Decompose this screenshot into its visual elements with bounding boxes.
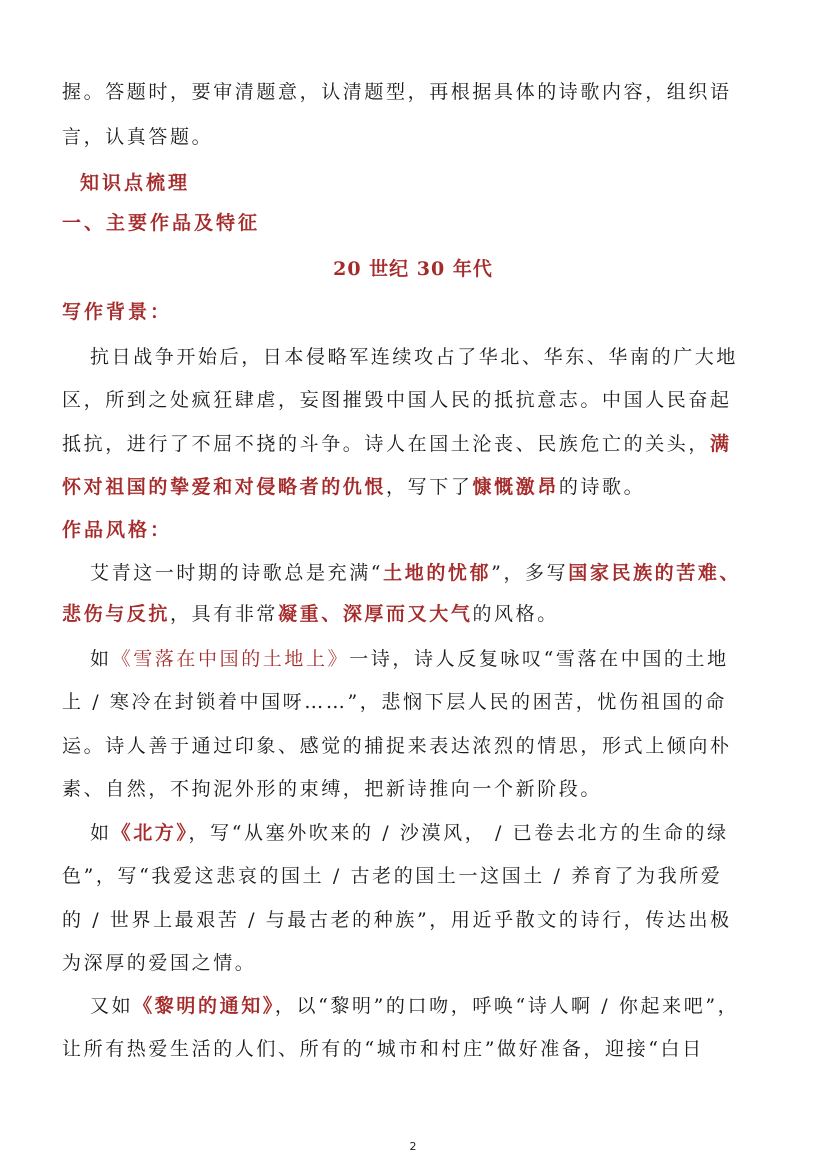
text-line: 素、自然，不拘泥外形的束缚，把新诗推向一个新阶段。	[62, 778, 603, 800]
text-line	[62, 475, 772, 499]
text-line	[90, 821, 800, 845]
text-run: ，以“黎明”的口吻，呼唤“诗人啊 / 你起来吧”，	[274, 995, 740, 1017]
highlight-text: 土地的忧郁	[383, 562, 492, 584]
text-run: 抵抗，进行了不屈不挠的斗争。诗人在国土沦丧、民族危亡的关头，	[62, 433, 711, 455]
page-number: 2	[409, 1140, 417, 1153]
text-line: 的 / 世界上最艰苦 / 与最古老的种族”，用近乎散文的诗行，传达出极	[62, 909, 732, 931]
text-line: 运。诗人善于通过印象、感觉的捕捉来表达浓烈的情思，形式上倾向朴	[62, 735, 732, 757]
section-label: 知识点梳理	[80, 172, 191, 194]
highlight-text: 国家民族的苦难、	[568, 562, 742, 584]
text-run: 如	[90, 822, 112, 844]
poem-title: 《北方》	[111, 822, 189, 844]
highlight-text: 怀对祖国的挚爱和对侵略者的仇恨	[62, 476, 387, 498]
text-run: 又如	[90, 995, 134, 1017]
highlight-text: 慷慨激昂	[472, 476, 559, 498]
text-line: 区，所到之处疯狂肆虐，妄图摧毁中国人民的抵抗意志。中国人民奋起	[62, 389, 732, 411]
text-line: 言，认真答题。	[62, 126, 214, 148]
text-run: ，写“从塞外吹来的 / 沙漠风， / 已卷去北方的生命的绿	[188, 822, 729, 844]
text-line: 上 / 寒冷在封锁着中国呀……”，悲悯下层人民的困苦，忧伤祖国的命	[62, 691, 727, 713]
subheading-background: 写作背景：	[62, 301, 173, 323]
text-line: 握。答题时，要审清题意，认清题型，再根据具体的诗歌内容，组织语	[62, 81, 732, 103]
subheading-style: 作品风格：	[62, 519, 173, 541]
text-run: 如	[90, 648, 112, 670]
text-run: 的诗歌。	[558, 476, 646, 498]
text-run: 的风格。	[472, 603, 559, 625]
highlight-text: 凝重、深厚而又大气	[278, 603, 473, 625]
poem-title: 《黎明的通知》	[133, 995, 275, 1017]
highlight-text: 满	[710, 433, 732, 455]
text-line	[62, 602, 772, 626]
poem-title: 《雪落在中国的土地上》	[111, 648, 350, 670]
text-run: ，具有非常	[170, 603, 279, 625]
text-run: ，写下了	[386, 476, 473, 498]
text-line: 让所有热爱生活的人们、所有的“城市和村庄”做好准备，迎接“白日	[62, 1038, 704, 1060]
text-line	[90, 994, 800, 1018]
highlight-text: 悲伤与反抗	[62, 603, 171, 625]
section-heading: 一、主要作品及特征	[62, 212, 261, 234]
text-line	[90, 561, 800, 585]
era-title: 20 世纪 30 年代	[333, 258, 493, 280]
text-line: 色”，写“我爱这悲哀的国土 / 古老的国土一这国土 / 养育了为我所爱	[62, 865, 723, 887]
text-run: 一诗，诗人反复咏叹“雪落在中国的土地	[349, 648, 729, 670]
text-line: 为深厚的爱国之情。	[62, 952, 257, 974]
text-line: 抗日战争开始后，日本侵略军连续攻占了华北、华东、华南的广大地	[90, 346, 739, 368]
text-run: ”，多写	[491, 562, 569, 584]
text-run: 艾青这一时期的诗歌总是充满“	[90, 562, 384, 584]
text-line	[62, 432, 772, 456]
text-line	[90, 647, 800, 671]
